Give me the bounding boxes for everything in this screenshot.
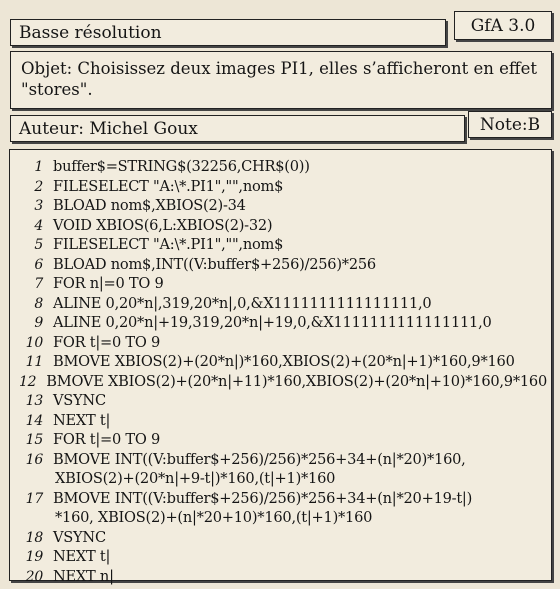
code-text: ALINE 0,20*n|+19,319,20*n|+19,0,&X1111111111111111,0	[53, 314, 492, 331]
code-line	[18, 372, 547, 392]
line-number: 2	[34, 178, 43, 195]
code-line	[18, 196, 547, 216]
code-line	[18, 255, 547, 275]
code-line	[18, 313, 547, 333]
object-description: Objet: Choisissez deux images PI1, elles s’afficheront en effet "stores".	[21, 59, 537, 99]
line-number: 14	[25, 412, 43, 429]
code-line	[18, 411, 547, 431]
line-number: 8	[34, 295, 43, 312]
code-text: BMOVE INT((V:buffer$+256)/256)*256+34+(n|*20+19-t|)	[53, 489, 473, 507]
title-box	[10, 19, 446, 46]
code-line	[18, 216, 547, 236]
line-number: 11	[25, 354, 43, 370]
code-text: BLOAD nom$,XBIOS(2)-34	[53, 197, 246, 214]
code-line	[18, 391, 547, 411]
line-number: 10	[25, 334, 43, 351]
code-text: NEXT n|	[53, 567, 114, 585]
line-number: 9	[34, 315, 43, 331]
line-number: 18	[25, 529, 43, 546]
note-label: Note:B	[479, 115, 541, 135]
program-title: Basse résolution	[19, 23, 162, 43]
code-text: FILESELECT "A:\*.PI1","",nom$	[53, 236, 284, 253]
code-line	[18, 157, 547, 177]
code-listing	[9, 149, 552, 585]
code-line	[18, 294, 547, 314]
code-line	[18, 528, 547, 548]
line-number: 20	[25, 568, 43, 585]
code-text: FOR n|=0 TO 9	[53, 275, 164, 292]
line-number: 12	[18, 373, 37, 390]
code-text: VSYNC	[53, 528, 106, 546]
code-text: NEXT t|	[53, 548, 111, 565]
code-text: BMOVE INT((V:buffer$+256)/256)*256+34+(n|*20)*160,	[53, 450, 466, 468]
line-number: 19	[25, 549, 43, 565]
line-number: 1	[34, 159, 43, 175]
line-number: 16	[25, 451, 43, 468]
code-text: BLOAD nom$,INT((V:buffer$+256)/256)*256	[53, 255, 376, 273]
code-line	[18, 489, 547, 509]
line-number: 5	[34, 237, 43, 253]
line-number: 13	[25, 393, 43, 409]
code-text: FILESELECT "A:\*.PI1","",nom$	[53, 177, 284, 195]
code-line	[18, 508, 547, 528]
line-number: 7	[34, 276, 43, 292]
code-text: NEXT t|	[53, 411, 111, 429]
code-lines	[18, 157, 547, 586]
code-text: BMOVE XBIOS(2)+(20*n|+11)*160,XBIOS(2)+(20*n|+10)*160,9*160	[46, 372, 547, 390]
code-line	[18, 274, 547, 294]
code-line	[18, 430, 547, 450]
version-box	[454, 11, 552, 40]
author-box	[10, 115, 465, 142]
code-line	[18, 547, 547, 567]
code-line	[18, 567, 547, 587]
line-number: 17	[25, 490, 43, 507]
author-label: Auteur: Michel Goux	[19, 119, 198, 139]
code-line	[18, 352, 547, 372]
object-box	[10, 51, 552, 109]
line-number: 15	[25, 432, 43, 448]
line-number: 6	[34, 256, 43, 273]
code-line	[18, 235, 547, 255]
code-line	[18, 450, 547, 470]
version-label: GfA 3.0	[470, 16, 536, 36]
code-line	[18, 333, 547, 353]
code-text: VSYNC	[53, 392, 106, 409]
note-box	[468, 111, 552, 138]
code-text: *160, XBIOS(2)+(n|*20+10)*160,(t|+1)*160	[55, 509, 373, 526]
line-number: 3	[34, 198, 43, 214]
code-text: ALINE 0,20*n|,319,20*n|,0,&X1111111111111111,0	[53, 294, 432, 312]
code-text: VOID XBIOS(6,L:XBIOS(2)-32)	[53, 216, 273, 234]
code-text: FOR t|=0 TO 9	[53, 333, 161, 351]
code-line	[18, 177, 547, 197]
code-text: BMOVE XBIOS(2)+(20*n|)*160,XBIOS(2)+(20*n|+1)*160,9*160	[53, 353, 515, 370]
code-text: buffer$=STRING$(32256,CHR$(0))	[53, 158, 310, 175]
code-text: FOR t|=0 TO 9	[53, 431, 161, 448]
line-number: 4	[34, 217, 43, 234]
code-line	[18, 469, 547, 489]
code-text: XBIOS(2)+(20*n|+9-t|)*160,(t|+1)*160	[55, 470, 336, 487]
